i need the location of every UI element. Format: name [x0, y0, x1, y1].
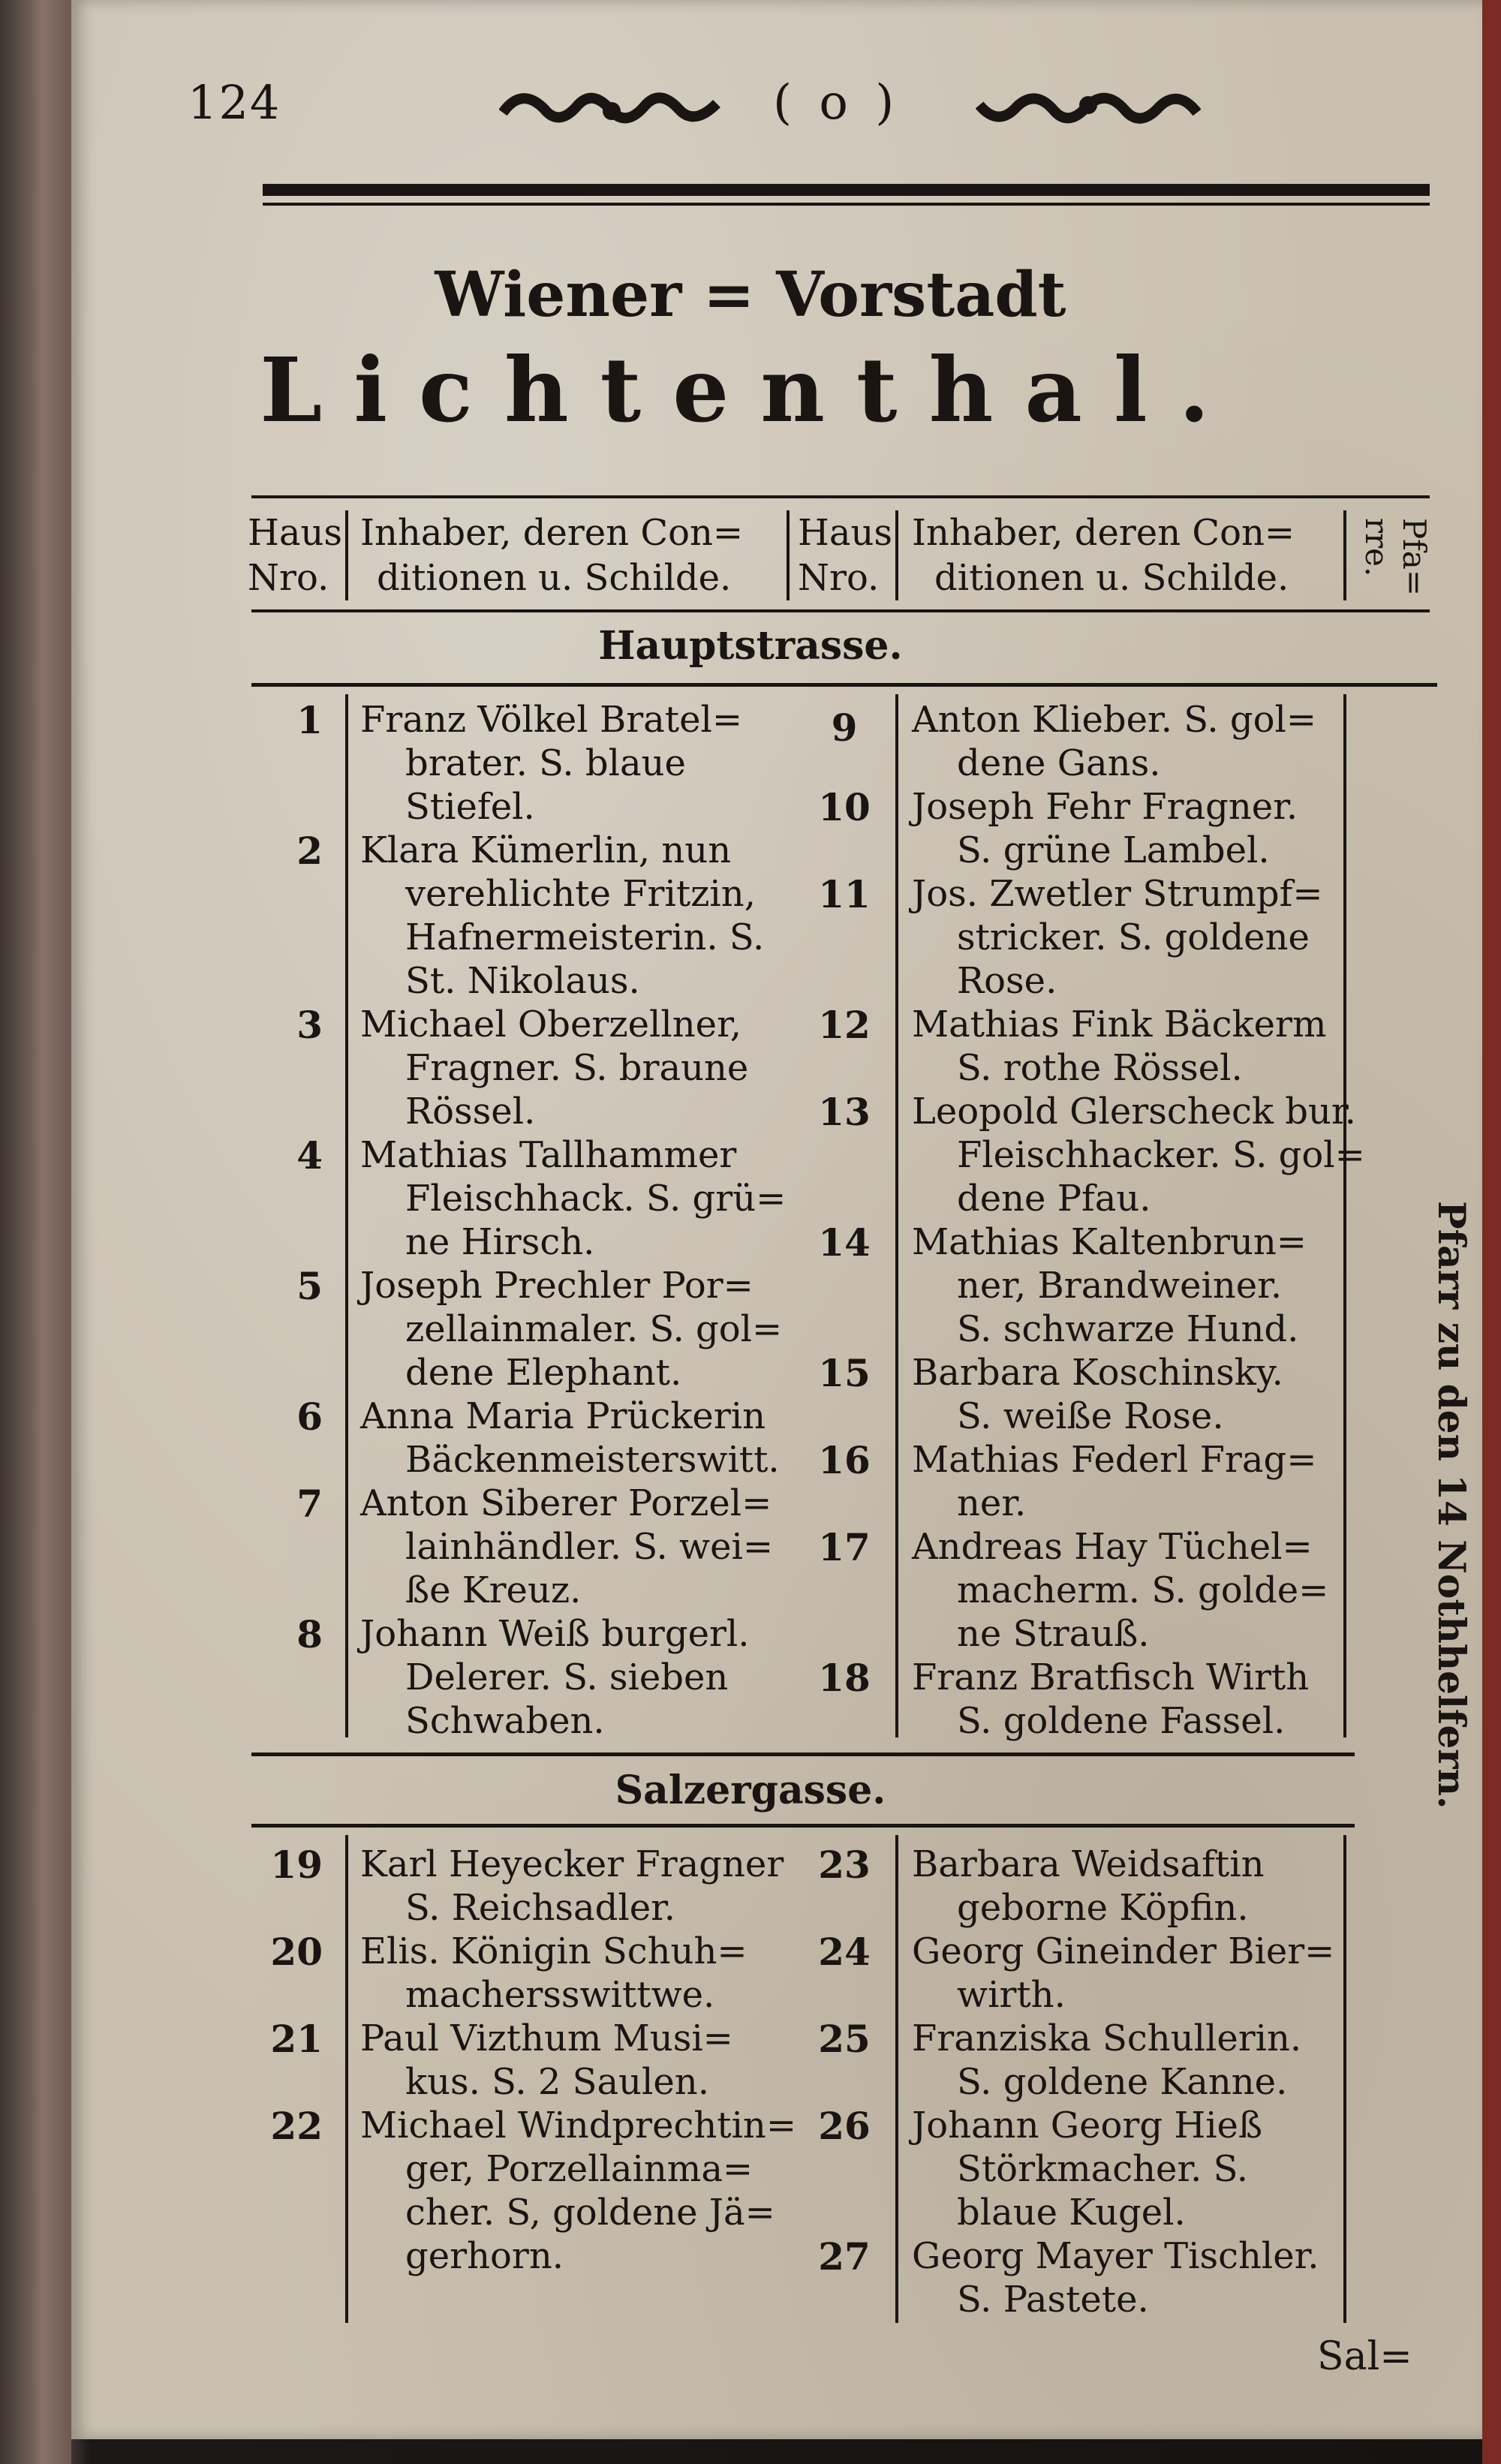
entry-line: Barbara Koschinsky. [912, 1352, 1283, 1394]
entry-line: St. Nikolaus. [405, 960, 640, 1002]
entry-line: geborne Köpfin. [957, 1887, 1249, 1929]
entry-owner [912, 872, 1323, 1003]
entry-line: blaue Kugel. [957, 2192, 1186, 2234]
house-number: 8 [296, 1612, 323, 1656]
entry-line: Michael Windprechtin= [360, 2104, 797, 2147]
column-header-text: ditionen u. Schilde. [934, 557, 1289, 599]
column-header-parish-a: rre. [1358, 518, 1395, 577]
entry-line: Michael Oberzellner, [360, 1003, 742, 1045]
column-header-text: Haus [798, 512, 893, 554]
entry-line: dene Pfau. [957, 1178, 1151, 1220]
column-header-house-right [798, 510, 892, 600]
entry-owner [912, 698, 1316, 785]
entry-line: Andreas Hay Tüchel= [912, 1526, 1313, 1568]
entry-line: Delerer. S. sieben [405, 1656, 729, 1698]
column-header-text: ditionen u. Schilde. [377, 557, 732, 599]
entry-line: Elis. Königin Schuh= [360, 1930, 747, 1972]
column-header-text: Nro. [248, 557, 329, 599]
house-number: 25 [818, 2017, 871, 2061]
column-header-text: Inhaber, deren Con= [360, 512, 744, 554]
column-divider-left [345, 694, 348, 1737]
house-number: 5 [296, 1264, 323, 1308]
title-heading: Lichtenthal. [260, 338, 1241, 442]
entry-line: ne Hirsch. [405, 1221, 595, 1263]
entry-line: S. Pastete. [957, 2279, 1149, 2321]
column-divider-right [1343, 1835, 1346, 2323]
house-number: 15 [818, 1351, 871, 1395]
entry-owner [360, 1612, 750, 1743]
column-header-text: Haus [248, 512, 343, 554]
entry-line: machersswittwe. [405, 1974, 715, 2016]
entry-line: ße Kreuz. [405, 1569, 582, 1611]
house-number: 1 [296, 698, 323, 742]
entry-owner [360, 1133, 786, 1264]
page-number: 124 [188, 75, 281, 130]
house-number: 16 [818, 1438, 871, 1482]
house-number: 21 [270, 2017, 323, 2061]
entry-owner [360, 1394, 780, 1482]
entry-line: Leopold Glerscheck bur. [912, 1091, 1356, 1133]
column-divider-middle [895, 694, 898, 1737]
header-divider [345, 510, 348, 600]
entry-line: S. grüne Lambel. [957, 829, 1270, 871]
entry-line: ner. [957, 1482, 1027, 1524]
entry-line: zellainmaler. S. gol= [405, 1308, 783, 1350]
house-number: 24 [818, 1930, 871, 1974]
entry-line: Mathias Tallhammer [360, 1134, 737, 1176]
house-number: 7 [296, 1482, 323, 1526]
house-number: 20 [270, 1930, 323, 1974]
entry-line: Johann Georg Hieß [912, 2104, 1263, 2147]
entry-line: Stiefel. [405, 786, 535, 828]
house-number: 17 [818, 1525, 871, 1569]
entry-line: Joseph Fehr Fragner. [912, 786, 1298, 828]
column-header-house-left [248, 510, 342, 600]
house-number: 19 [270, 1843, 323, 1887]
entry-line: lainhändler. S. wei= [405, 1526, 774, 1568]
entry-owner [912, 2234, 1319, 2321]
entry-line: Fragner. S. braune [405, 1047, 749, 1089]
entry-owner [912, 2017, 1301, 2104]
entry-line: Mathias Kaltenbrun= [912, 1221, 1307, 1263]
entry-line: S. schwarze Hund. [957, 1308, 1299, 1350]
entry-line: Georg Mayer Tischler. [912, 2235, 1319, 2277]
table-top-rule [251, 495, 1430, 498]
house-number: 2 [296, 829, 323, 873]
entry-line: dene Gans. [957, 742, 1161, 784]
column-header-owner-left [360, 510, 743, 600]
entry-line: stricker. S. goldene [957, 916, 1310, 958]
house-number: 23 [818, 1843, 871, 1887]
entry-line: kus. S. 2 Saulen. [405, 2061, 709, 2103]
entry-line: Schwaben. [405, 1700, 605, 1742]
title-subheading: Wiener = Vorstadt [435, 259, 1066, 331]
entry-line: Anna Maria Prückerin [360, 1395, 766, 1437]
house-number: 18 [818, 1656, 871, 1700]
section-rule [251, 1824, 1355, 1828]
entry-owner [360, 1843, 784, 1930]
header-rule-thick [263, 184, 1430, 196]
entry-owner [360, 2104, 796, 2278]
entry-line: Anton Siberer Porzel= [360, 1482, 772, 1524]
entry-line: S. goldene Fassel. [957, 1700, 1286, 1742]
header-ornament-right-icon [976, 83, 1201, 135]
entry-owner [912, 1843, 1264, 1930]
house-number: 4 [296, 1133, 323, 1178]
entry-owner [360, 1264, 782, 1394]
entry-line: Paul Vizthum Musi= [360, 2017, 733, 2059]
entry-owner [912, 1351, 1283, 1438]
header-rule-thin [263, 203, 1430, 206]
entry-line: S. rothe Rössel. [957, 1047, 1243, 1089]
entry-line: S. Reichsadler. [405, 1887, 676, 1929]
entry-owner [912, 1656, 1309, 1743]
entry-owner [912, 1220, 1307, 1351]
house-number: 9 [831, 706, 858, 750]
entry-line: Franz Bratfisch Wirth [912, 1656, 1310, 1698]
entry-line: wirth. [957, 1974, 1066, 2016]
house-number: 10 [818, 785, 871, 829]
entry-line: Anton Klieber. S. gol= [912, 699, 1317, 741]
entry-line: Joseph Prechler Por= [360, 1265, 754, 1307]
entry-line: macherm. S. golde= [957, 1569, 1329, 1611]
entry-line: Johann Weiß burgerl. [360, 1613, 750, 1655]
header-divider [1343, 510, 1346, 600]
column-divider-middle [895, 1835, 898, 2323]
entry-line: brater. S. blaue [405, 742, 686, 784]
section-rule [251, 683, 1437, 687]
entry-line: Mathias Fink Bäckerm [912, 1003, 1327, 1045]
entry-line: dene Elephant. [405, 1352, 682, 1394]
entry-owner [912, 2104, 1262, 2234]
entry-line: Jos. Zwetler Strumpf= [912, 873, 1323, 915]
street-heading-hauptstrasse: Hauptstrasse. [598, 623, 903, 669]
column-header-parish-b: Pfa= [1396, 518, 1433, 597]
house-number: 12 [818, 1003, 871, 1047]
header-ornament-left-icon [499, 83, 720, 135]
entry-line: Mathias Federl Frag= [912, 1439, 1317, 1481]
entry-line: gerhorn. [405, 2235, 564, 2277]
street-heading-salzergasse: Salzergasse. [615, 1768, 886, 1813]
house-number: 14 [818, 1220, 871, 1265]
entry-owner [912, 785, 1298, 872]
entry-owner [360, 829, 764, 1003]
entry-line: Rose. [957, 960, 1057, 1002]
entry-line: Hafnermeisterin. S. [405, 916, 765, 958]
entry-owner [360, 1003, 748, 1133]
entry-owner [360, 1482, 773, 1612]
header-bottom-rule [251, 609, 1430, 612]
entry-owner [360, 698, 742, 829]
entry-owner [912, 1003, 1326, 1090]
entry-line: Georg Gineinder Bier= [912, 1930, 1335, 1972]
entry-line: Barbara Weidsaftin [912, 1843, 1265, 1885]
entry-line: cher. S, goldene Jä= [405, 2192, 775, 2234]
entry-line: ne Strauß. [957, 1613, 1150, 1655]
entry-line: Störkmacher. S. [957, 2148, 1249, 2190]
entry-owner [912, 1438, 1316, 1525]
section-rule [251, 1752, 1355, 1756]
entry-line: ner, Brandweiner. [957, 1265, 1283, 1307]
entry-line: Franz Völkel Bratel= [360, 699, 743, 741]
column-header-text: Nro. [798, 557, 880, 599]
header-divider [787, 510, 790, 600]
header-divider [895, 510, 898, 600]
signature-mark: ( o ) [773, 75, 901, 131]
catchword: Sal= [1317, 2334, 1412, 2379]
entry-line: Fleischhacker. S. gol= [957, 1134, 1365, 1176]
house-number: 13 [818, 1090, 871, 1134]
entry-owner [912, 1090, 1365, 1220]
house-number: 11 [818, 872, 871, 916]
house-number: 6 [296, 1394, 323, 1439]
house-number: 26 [818, 2104, 871, 2148]
entry-line: Klara Kümerlin, nun [360, 829, 732, 871]
entry-line: Karl Heyecker Fragner [360, 1843, 784, 1885]
column-header-owner-right [912, 510, 1295, 600]
entry-line: Franziska Schullerin. [912, 2017, 1302, 2059]
house-number: 27 [818, 2234, 871, 2279]
entry-line: Bäckenmeisterswitt. [405, 1439, 780, 1481]
entry-line: S. goldene Kanne. [957, 2061, 1288, 2103]
entry-line: Fleischhack. S. grü= [405, 1178, 787, 1220]
parish-side-note: Pfarr zu den 14 Nothhelfern. [1430, 1201, 1474, 1810]
entry-owner [912, 1525, 1328, 1656]
entry-owner [912, 1930, 1334, 2017]
entry-line: verehlichte Fritzin, [405, 873, 756, 915]
house-number: 22 [270, 2104, 323, 2148]
entry-owner [360, 1930, 747, 2017]
column-header-text: Inhaber, deren Con= [912, 512, 1295, 554]
entry-owner [360, 2017, 733, 2104]
column-divider-left [345, 1835, 348, 2323]
entry-line: Rössel. [405, 1091, 536, 1133]
house-number: 3 [296, 1003, 323, 1047]
entry-line: S. weiße Rose. [957, 1395, 1224, 1437]
entry-line: ger, Porzellainma= [405, 2148, 754, 2190]
